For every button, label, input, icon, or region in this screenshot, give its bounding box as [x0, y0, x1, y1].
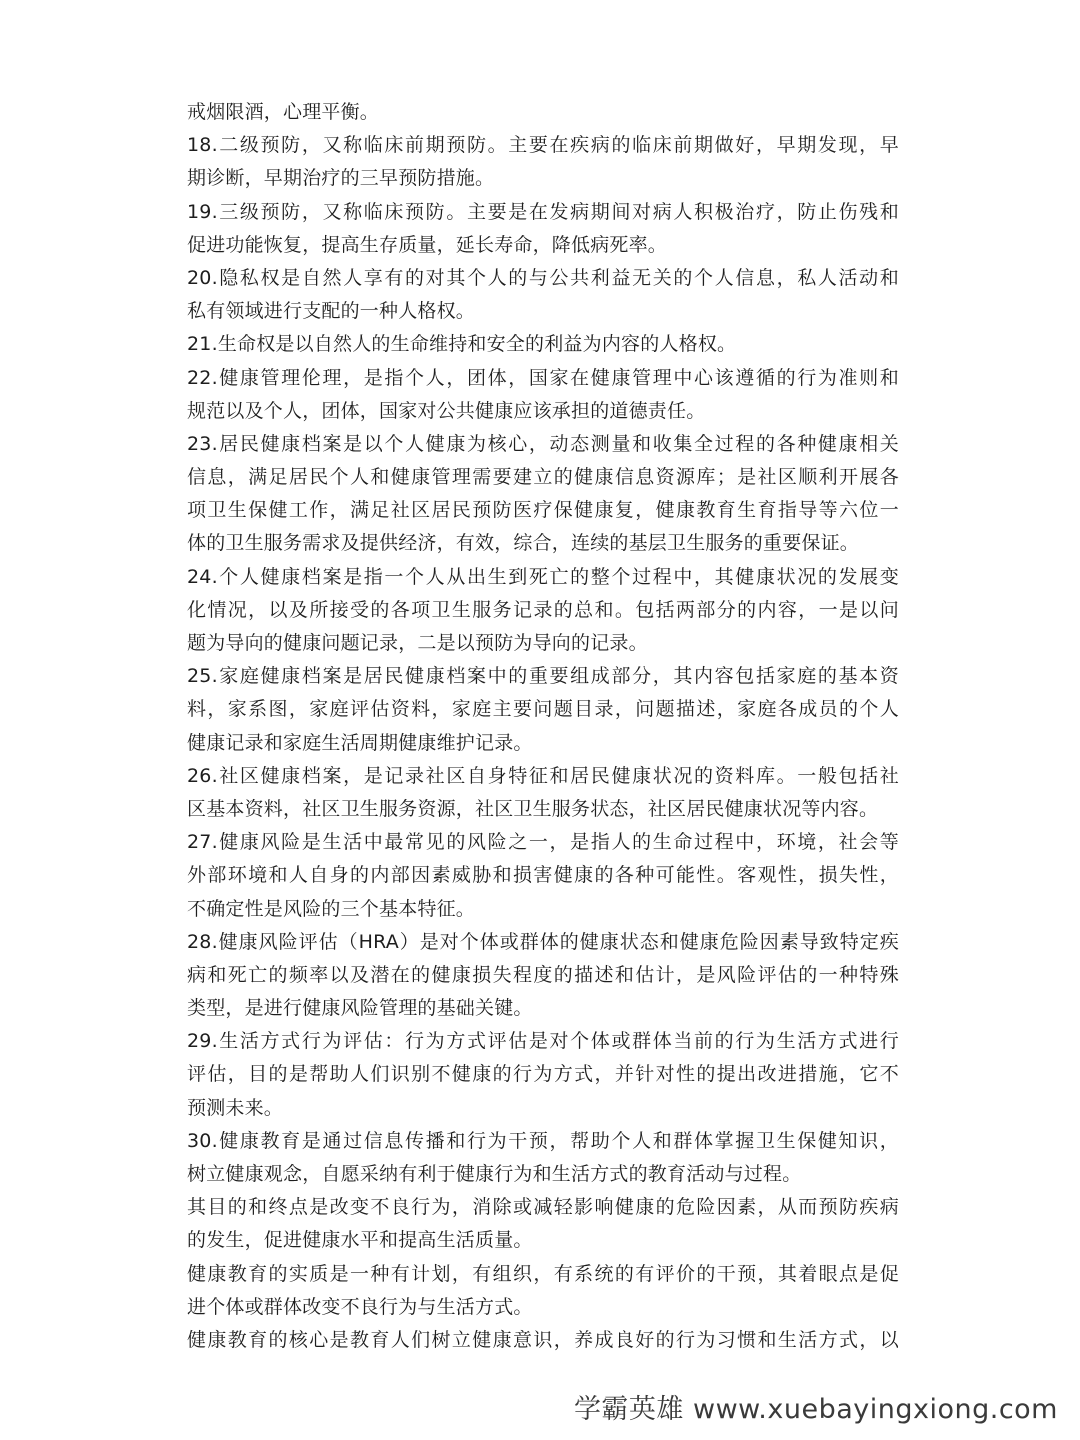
text-line: 体的卫生服务需求及提供经济，有效，综合，连续的基层卫生服务的重要保证。	[187, 532, 860, 555]
text-line: 不确定性是风险的三个基本特征。	[187, 897, 476, 920]
text-line: 29.生活方式行为评估：行为方式评估是对个体或群体当前的行为生活方式进行	[187, 1030, 899, 1053]
text-line: 健康教育的核心是教育人们树立健康意识，养成良好的行为习惯和生活方式，以	[187, 1328, 899, 1351]
text-line: 树立健康观念，自愿采纳有利于健康行为和生活方式的教育活动与过程。	[187, 1163, 802, 1185]
text-line: 30.健康教育是通过信息传播和行为干预，帮助个人和群体掌握卫生保健知识，	[187, 1129, 899, 1152]
text-line: 私有领域进行支配的一种人格权。	[187, 300, 476, 323]
text-line: 戒烟限酒，心理平衡。	[187, 101, 380, 123]
text-line: 类型，是进行健康风险管理的基础关键。	[187, 997, 533, 1020]
text-line: 24.个人健康档案是指一个人从出生到死亡的整个过程中，其健康状况的发展变	[187, 565, 899, 588]
text-line: 23.居民健康档案是以个人健康为核心，动态测量和收集全过程的各种健康相关	[187, 432, 899, 455]
text-line: 健康教育的实质是一种有计划，有组织，有系统的有评价的干预，其着眼点是促	[187, 1262, 899, 1285]
text-line: 其目的和终点是改变不良行为，消除或减轻影响健康的危险因素，从而预防疾病	[187, 1196, 899, 1219]
text-line: 健康记录和家庭生活周期健康维护记录。	[187, 731, 533, 754]
text-line: 项卫生保健工作，满足社区居民预防医疗保健康复，健康教育生育指导等六位一	[187, 499, 899, 522]
text-line: 区基本资料，社区卫生服务资源，社区卫生服务状态，社区居民健康状况等内容。	[187, 797, 879, 820]
text-line: 题为导向的健康问题记录，二是以预防为导向的记录。	[187, 632, 648, 654]
text-line: 期诊断，早期治疗的三早预防措施。	[187, 167, 495, 190]
text-line: 25.家庭健康档案是居民健康档案中的重要组成部分，其内容包括家庭的基本资	[187, 665, 899, 688]
text-line: 26.社区健康档案，是记录社区自身特征和居民健康状况的资料库。一般包括社	[187, 764, 899, 787]
text-line: 18.二级预防，又称临床前期预防。主要在疾病的临床前期做好，早期发现，早	[187, 134, 899, 157]
site-watermark: 学霸英雄 www.xuebayingxiong.com	[573, 1394, 1058, 1425]
text-line: 促进功能恢复，提高生存质量，延长寿命，降低病死率。	[187, 233, 668, 256]
text-line: 进个体或群体改变不良行为与生活方式。	[187, 1295, 533, 1318]
text-line: 预测未来。	[187, 1096, 284, 1119]
text-line: 20.隐私权是自然人享有的对其个人的与公共利益无关的个人信息，私人活动和	[187, 266, 899, 289]
document-body	[187, 96, 899, 1357]
text-line: 21.生命权是以自然人的生命维持和安全的利益为内容的人格权。	[187, 333, 737, 356]
text-line: 28.健康风险评估（HRA）是对个体或群体的健康状态和健康危险因素导致特定疾	[187, 930, 899, 953]
text-line: 19.三级预防，又称临床预防。主要是在发病期间对病人积极治疗，防止伤残和	[187, 200, 899, 223]
text-line: 评估，目的是帮助人们识别不健康的行为方式，并针对性的提出改进措施，它不	[187, 1063, 899, 1086]
text-line: 信息，满足居民个人和健康管理需要建立的健康信息资源库；是社区顺利开展各	[187, 466, 899, 489]
text-line: 化情况，以及所接受的各项卫生服务记录的总和。包括两部分的内容，一是以问	[187, 598, 899, 621]
text-line: 规范以及个人，团体，国家对公共健康应该承担的道德责任。	[187, 399, 706, 422]
text-line: 外部环境和人自身的内部因素威胁和损害健康的各种可能性。客观性，损失性，	[187, 864, 899, 887]
text-line: 病和死亡的频率以及潜在的健康损失程度的描述和估计，是风险评估的一种特殊	[187, 963, 899, 986]
text-line: 27.健康风险是生活中最常见的风险之一，是指人的生命过程中，环境，社会等	[187, 831, 899, 854]
text-line: 的发生，促进健康水平和提高生活质量。	[187, 1229, 533, 1252]
text-line: 22.健康管理伦理，是指个人，团体，国家在健康管理中心该遵循的行为准则和	[187, 366, 899, 389]
text-line: 料，家系图，家庭评估资料，家庭主要问题目录，问题描述，家庭各成员的个人	[187, 698, 899, 721]
